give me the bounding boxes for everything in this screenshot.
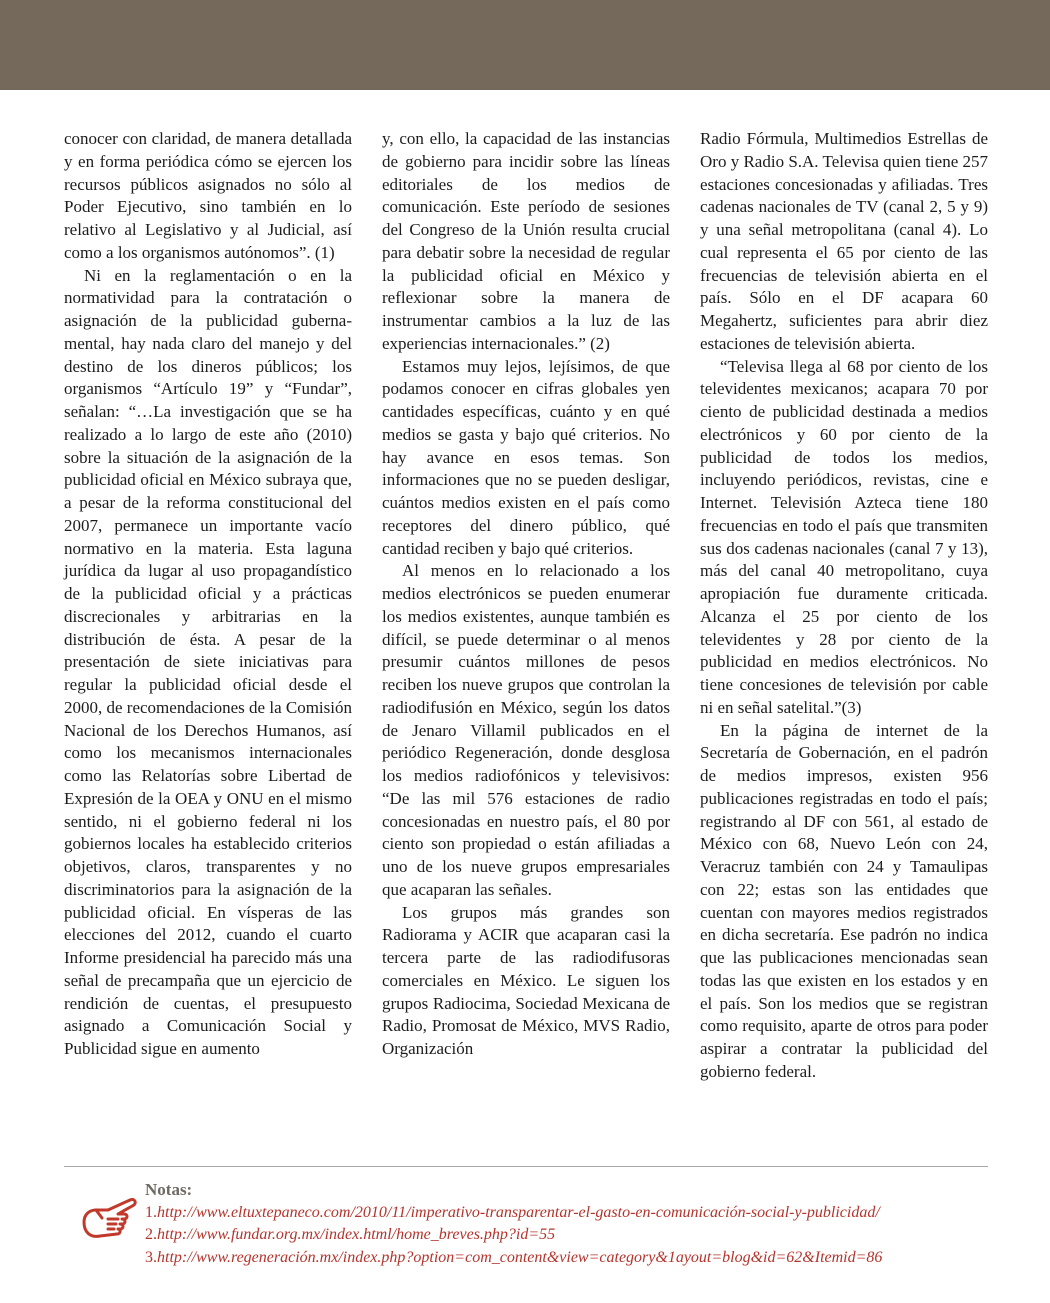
note-item <box>145 1247 1025 1270</box>
note-number: 1. <box>145 1203 157 1221</box>
note-number: 3. <box>145 1248 157 1266</box>
note-link[interactable]: http://www.eltuxtepaneco.com/2010/11/imperativo-transparentar-el-gasto-en-comunicación-social-y-publicidad/ <box>157 1203 880 1221</box>
notes-title: Notas: <box>145 1180 193 1199</box>
paragraph: “Televisa llega al 68 por ciento de los televidentes mexicanos; acapara 70 por ciento de publicidad destinada a medios electrónicos y 60 por ciento de la publicidad de todos los medios, incluyendo periódicos, revistas, cine e Internet. Televisión Azteca tiene 180 frecuencias en todo el país que transmiten sus dos cadenas nacionales (canal 7 y 13), más del canal 40 metropolitano, cuya apropiación fue duramente criticada. Alcanza el 25 por ciento de los televidentes y 28 por ciento de la publicidad en medios electrónicos. No tiene concesiones de televisión por cable ni en señal satelital.”(3) <box>700 356 988 717</box>
paragraph: Ni en la reglamentación o en la normatividad para la contratación o asignación de la publicidad gubernamental, hay nada claro del manejo y del destino de los dineros públicos; los organismos “Artículo 19” y “Fundar”, señalan: “…La investigación que se ha realizado a lo largo de este año (2010) sobre la situación de la asignación de la publicidad oficial en México subraya que, a pesar de la reforma constitucional del 2007, permanece un importante vacío normativo en la materia. Esta laguna jurídica da lugar al uso propagandístico de la publicidad oficial y a prácticas discrecionales y arbitrarias en la distribución de ésta. A pesar de la presentación de siete iniciativas para regular la publicidad oficial desde el 2000, de recomendaciones de la Comisión Nacional de los Derechos Humanos, así como los mecanismos internacionales como las Relatorías sobre Libertad de Expresión de la OEA y ONU en el mismo sentido, ni el gobierno federal ni los gobiernos locales ha establecido criterios objetivos, claros, transparentes y no discriminatorios para la asignación de la publicidad oficial. En vísperas de las elecciones del 2012, cuando el cuarto Informe presidencial ha parecido más una señal de precampaña que un ejercicio de rendición de cuentas, el presupuesto asignado a Comunicación Social y Publicidad sigue en aumento <box>64 265 352 1058</box>
note-link[interactable]: http://www.fundar.org.mx/index.html/home_breves.php?id=55 <box>157 1226 556 1243</box>
article-column-3 <box>700 128 988 1084</box>
header-band <box>0 0 1050 90</box>
paragraph: Radio Fórmula, Multimedios Estrellas de Oro y Radio S.A. Televisa quien tiene 257 estaciones concesionadas y afiliadas. Tres cadenas nacionales de TV (canal 2, 5 y 9) y una señal metropolitana (canal 4). Lo cual representa el 65 por ciento de las frecuencias de televisión abierta en el país. Sólo en el DF acapara 60 Megahertz, suficientes para abrir diez estaciones de televisión abierta. <box>700 129 988 353</box>
paragraph: Los grupos más grandes son Radiorama y ACIR que acaparan casi la tercera parte de las radiodifusoras comerciales en México. Le siguen los grupos Radiocima, Sociedad Mexicana de Radio, Promosat de México, MVS Radio, Organización <box>382 902 670 1058</box>
note-number: 2. <box>145 1226 157 1243</box>
paragraph: Al menos en lo relacionado a los medios electrónicos se pueden enumerar los medios existentes, aunque también es difícil, se puede determinar o al menos presumir cuántos millones de pesos reciben los nueve grupos que controlan la radiodifusión en México, según los datos de Jenaro Villamil publicados en el periódico Regeneración, donde desglosa los medios radiofónicos y televisivos: “De las mil 576 estaciones de radio concesionadas en nuestro país, el 80 por ciento son propiedad o están afiliadas a uno de los nueve grupos empresariales que acaparan las señales. <box>382 561 670 899</box>
paragraph: En la página de internet de la Secretaría de Gobernación, en el padrón de medios impresos, existen 956 publicaciones registradas en todo el país; registrando al DF con 561, al estado de México con 68, Nuevo León con 24, Veracruz también con 24 y Tamaulipas con 22; estas son las entidades que cuentan con mayores medios registrados en dicha secretaría. Ese padrón no indica que las publicaciones mencionadas sean todas las que existen en los estados y en el país. Son los medios que se registran como requisito, aparte de otros para poder aspirar a contratar la publicidad del gobierno federal. <box>700 720 988 1081</box>
note-link[interactable]: http://www.regeneración.mx/index.php?option=com_content&view=category&1ayout=blog&id=62&Itemid=86 <box>157 1248 883 1266</box>
note-item <box>145 1202 1025 1225</box>
note-item <box>145 1224 1025 1247</box>
notes-section <box>145 1179 1025 1269</box>
article-column-1 <box>64 128 352 1061</box>
article-column-2 <box>382 128 670 1061</box>
paragraph: conocer con claridad, de manera detallada y en forma periódica cómo se ejercen los recursos públicos asignados no sólo al Poder Ejecutivo, sino también en lo relativo al Legislativo y al Judicial, así como a los organismos autónomos”. (1) <box>64 129 352 262</box>
paragraph: y, con ello, la capacidad de las instancias de gobierno para incidir sobre las líneas editoriales de los medios de comunicación. Este período de sesiones del Congreso de la Unión resulta crucial para debatir sobre la necesidad de regular la publicidad oficial en México y reflexionar sobre la manera de instrumentar cambios a la luz de las experiencias internacionales.” (2) <box>382 129 670 353</box>
paragraph: Estamos muy lejos, lejísimos, de que podamos conocer en cifras globales yen cantidades específicas, cuánto y en qué medios se gasta y bajo qué criterios. No hay avance en esos temas. Son informaciones que no se pueden desligar, cuántos medios existen en el país como receptores del dinero público, qué cantidad reciben y bajo qué criterios. <box>382 356 670 558</box>
notes-divider <box>64 1166 988 1167</box>
pointing-hand-icon <box>78 1192 140 1250</box>
